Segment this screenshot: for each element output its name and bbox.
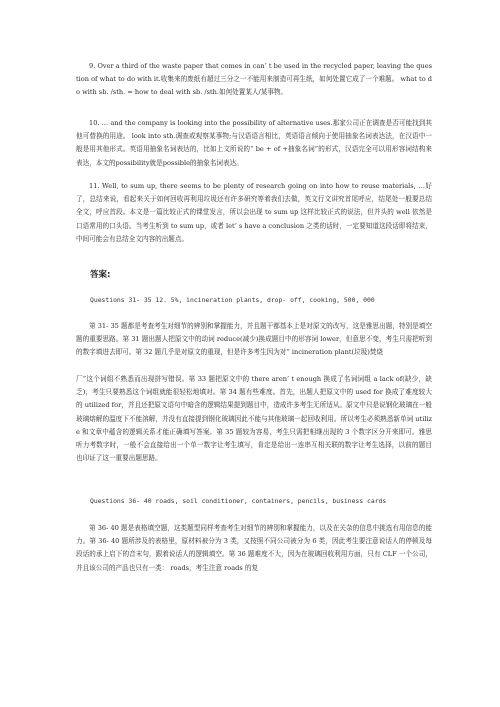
answers-31-35-line: Questions 31- 35 12. 5%, incineration plants, drop- off, cooking, 500, 000 (90, 296, 375, 304)
explanation-36-40: 第 36- 40 题是表格填空题，这类题型同样考查考生对细节的辨别和掌握能力，以及在关杂的信息中挑选有用信息的能力。第 36- 40 题所涉及的表格里，原材料被分为 3 类，又按照不同公司被分为 6 类，因此考生要注意说话人的停顿及每段话的承上启下的音末句，跟着说话人的逻辑填空。第 36 题难度不大，因为在玻璃回收利用方面，只有 CLF 一个公司，并且该公司的产品也只有一类： roads，考生注意 roads 的复 (76, 524, 432, 572)
answers-heading: 答案: (90, 270, 111, 280)
answers-36-40-line: Questions 36- 40 roads, soil conditioner, containers, pencils, business cards (90, 497, 387, 505)
explanation-31-35: 第 31- 35 题都是考查考生对细节的辨别和掌握能力，并且题干都基本上是对原文的改写，这是雅思出题，特别是填空题的重要思路。第 31 题出题人把原文中的动词 reduce(减少)换成题目中的形容词 lower，但意思不变，考生只需把听到的数字填进去即可。第 32 题几乎是对原文的重现，但是许多考生因为对“ incineration plant(垃圾)焚烧 (76, 322, 432, 357)
paragraph-9: 9. Over a third of the waste paper that comes in can’ t be used in the recycled paper, leaving the question of what to do with it.收集来的废纸有超过三分之一不能用来制造可再生纸，如何处置它成了一个难题。 what to do with sb. /sth. = how to deal with sb. /sth.如何处置某人/某事物。 (76, 62, 432, 97)
explanation-31-35-continued: 厂”这个词组不熟悉而出现拼写错误。第 33 题把原文中的 there aren’ t enough 换成了名词词组 a lack of(缺少，缺乏)，考生只要熟悉这个词组就能很轻松地填对。第 34 题有些难度。首先，出题人把原文中的 used for 换成了难度较大的 utilized for，并且还把原文语句中暗含的逻辑结果提到题目中，造成许多考生无所适从。原文中只是说钢化玻璃在一般玻璃熔解的温度下不能溶解，并没有直接提到钢化玻璃因此不能与其他玻璃一起回收利用。所以考生必须熟悉新单词 utilize 和文章中蕴含的逻辑关系才能正确填写答案。第 35 题较为容易，考生只需把相继出现的 3 个数字区分开来即可。雅思听力考数字时，一般不会直接给出一个单一数字让考生填写，肯定是给出一连串互相关联的数字让考生选择，以前的题目也印证了这一重要出题思路。 (76, 375, 432, 463)
paragraph-11: 11. Well, to sum up, there seems to be plenty of research going on into how to reuse materials, …好了，总结来说，看起来关于如何回收再利用垃圾还有许多研究等着我们去做，英文行文讲究首尾呼应，结尾处一般要总结全文，呼应首段。本文是一篇比较正式的课堂发言，所以会出现 to sum up 这样比较正式的说法，但并头的 well 依然是口语常用的口头语。当考生听到 to sum up，或者 let’ s have a conclusion 之类的话时，一定要知道这段话即将结束，中间可能会有总结全文内容的出题点。 (76, 182, 432, 243)
paragraph-10: 10. … and the company is looking into the possibility of alternative uses.那家公司正在调查是否可能找到其他可替换的用途。 look into sth.调查或观察某事物;与汉语语言相比，英语语言倾向于使用抽象名词表达法，在汉语中一般是用其他形式。英语用抽象名词表达的，比如上文所说的“ be + of +抽象名词”的形式，汉语完全可以用形容词结构来表达，本文的possibility就是possible的抽象名词表达。 (76, 119, 432, 167)
